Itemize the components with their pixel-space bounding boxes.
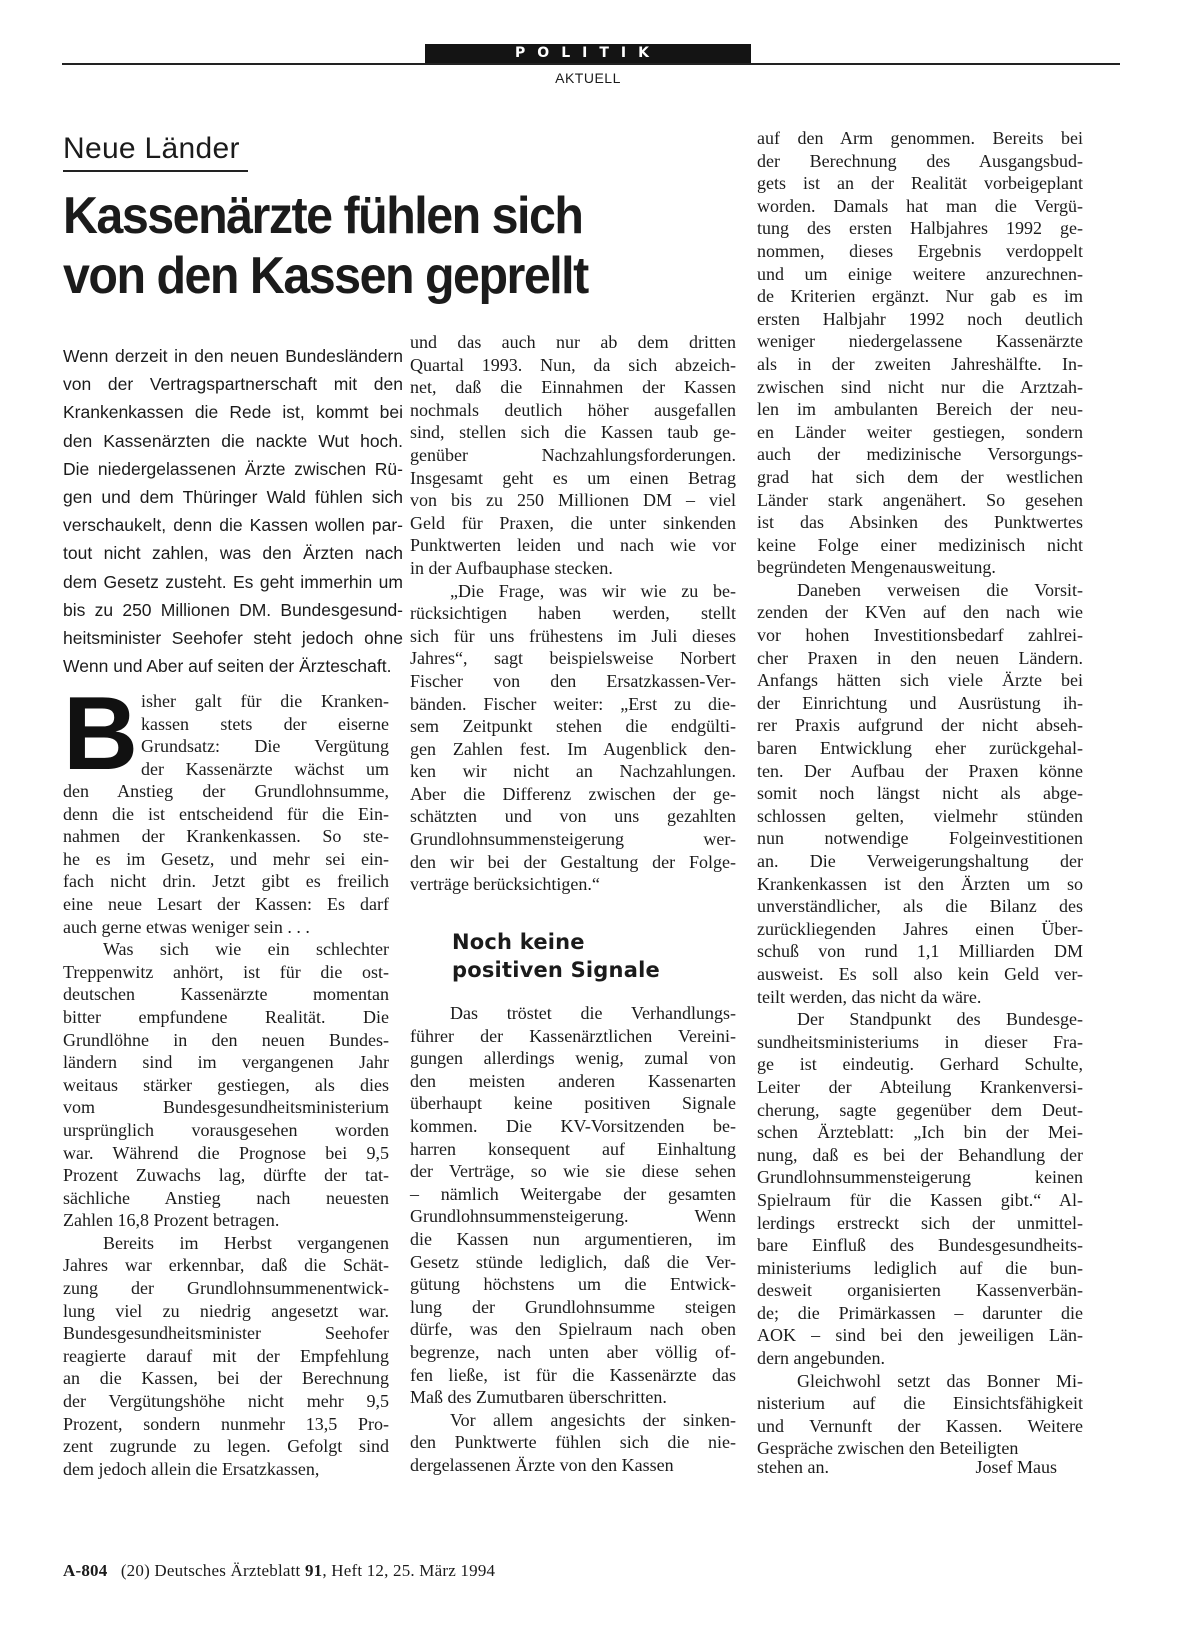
text-line: weniger niedergelassene Kassenärzte — [757, 331, 1083, 352]
text-line: sich für uns frühestens im Juli dieses — [410, 625, 736, 646]
text-line: auf den Arm genommen. Bereits bei — [757, 128, 1083, 148]
intro-line: tout nicht zahlen, was den Ärzten nach — [63, 543, 403, 564]
subheading — [452, 928, 660, 984]
text-line: in der Aufbauphase stecken. — [410, 557, 613, 578]
text-line: und das auch nur ab dem dritten — [410, 332, 736, 352]
text-line: überhaupt keine positiven Signale — [410, 1093, 736, 1114]
text-line: Gleichwohl setzt das Bonner Mi- — [797, 1370, 1083, 1391]
text-line: gungen allerdings wenig, zumal von — [410, 1048, 736, 1069]
text-line: cherung, sagte gegenüber dem Deut- — [757, 1099, 1083, 1120]
text-line: tung des ersten Halbjahres 1992 ge- — [757, 218, 1083, 239]
text-line: begrenze, nach unten aber völlig of- — [410, 1341, 736, 1362]
text-line: isher galt für die Kranken- — [141, 691, 389, 711]
text-line: und um einige weitere anzurechnen- — [757, 263, 1083, 284]
column-1 — [63, 780, 389, 1480]
text-line: der Berechnung des Ausgangsbud- — [757, 150, 1083, 171]
text-line: worden. Damals hat man die Vergü- — [757, 195, 1083, 216]
page-number: (20) — [120, 1561, 150, 1580]
text-line: die Kassen nun argumentieren, im — [410, 1228, 736, 1249]
text-line: dern angebunden. — [757, 1348, 885, 1369]
column-3-signoff — [757, 1456, 1083, 1479]
text-line: an. Die Verweigerungshaltung der — [757, 851, 1083, 871]
text-line: Krankenkassen ist den Ärzten um so — [757, 873, 1083, 894]
intro-line: verschaukelt, denn die Kassen wollen par- — [63, 515, 403, 536]
text-line: schen Ärzteblatt: „Ich bin der Mei- — [757, 1122, 1083, 1143]
text-line: Spielraum für die Kassen gibt.“ Al- — [757, 1189, 1083, 1210]
kicker-underline — [63, 170, 248, 172]
text-line: fen ließe, ist für die Kassenärzte das — [410, 1364, 736, 1385]
text-line: Gespräche zwischen den Beteiligten — [757, 1438, 1019, 1459]
text-line: desweit organisierten Kassenverbän- — [757, 1280, 1083, 1301]
text-line: nun notwendige Folgeinvestitionen — [757, 828, 1083, 849]
text-line: dürfe, was den Spielraum nach oben — [410, 1319, 736, 1340]
article-intro — [63, 342, 403, 680]
text-line: reagierte darauf mit der Empfehlung — [63, 1345, 389, 1366]
text-line: net, daß die Einnahmen der Kassen — [410, 377, 736, 398]
text-line: Länder stark angenähert. So gesehen — [757, 489, 1083, 510]
text-line: kassen stets der eiserne — [141, 713, 389, 734]
text-line: den Punktwerte fühlen sich die nie- — [410, 1432, 736, 1453]
text-line: Bundesgesundheitsminister Seehofer — [63, 1323, 389, 1344]
text-line: vom Bundesgesundheitsministerium — [63, 1097, 389, 1118]
text-line: sem Zeitpunkt stehen die endgülti- — [410, 716, 736, 737]
text-line: ministeriums lediglich auf die bun- — [757, 1257, 1083, 1278]
text-line: cher Praxen in den neuen Ländern. — [757, 647, 1083, 668]
text-line: genüber Nachzahlungsforderungen. — [410, 444, 736, 465]
text-line: Anfangs hätten sich viele Ärzte bei — [757, 670, 1083, 691]
text-line: gets ist an der Realität vorbeigeplant — [757, 173, 1083, 194]
drop-cap: B — [63, 676, 139, 792]
text-line: bänden. Fischer weiter: „Erst zu die- — [410, 693, 736, 714]
text-line: der Vergütungshöhe nicht mehr 9,5 — [63, 1391, 389, 1412]
text-line: der Kassenärzte wächst um — [141, 758, 389, 779]
text-line: Aber die Differenz zwischen der ge- — [410, 783, 736, 804]
text-line: der Verträge, so wie sie diese sehen — [410, 1161, 736, 1182]
text-line: lerdings erstreckt sich der unmittel- — [757, 1212, 1083, 1233]
text-line: Jahres war erkennbar, daß die Schät- — [63, 1255, 389, 1276]
text-line: AOK – sind bei den jeweiligen Län- — [757, 1325, 1083, 1346]
text-line: der Einrichtung und Ausrüstung ih- — [757, 692, 1083, 713]
text-line: ländern sind im vergangenen Jahr — [63, 1052, 389, 1073]
text-line: ersten Halbjahr 1992 noch deutlich — [757, 308, 1083, 329]
text-line: Das tröstet die Verhandlungs- — [450, 1003, 736, 1023]
text-line: Prozent, sondern nunmehr 13,5 Pro- — [63, 1413, 389, 1434]
text-line: de; die Primärkassen – darunter die — [757, 1302, 1083, 1323]
text-line: harren konsequent auf Einhaltung — [410, 1138, 736, 1159]
intro-line: bis zu 250 Millionen DM. Bundesgesund- — [63, 599, 403, 620]
intro-line: den Kassenärzten die nackte Wut hoch. — [63, 430, 403, 451]
intro-line: gen und dem Thüringer Wald fühlen sich — [63, 487, 403, 508]
page-footer — [63, 1561, 495, 1581]
text-line: teilt werden, das nicht da wäre. — [757, 986, 982, 1007]
headline-line: von den Kassen geprellt — [63, 247, 588, 305]
text-line: als in der zweiten Jahreshälfte. In- — [757, 353, 1083, 374]
journal-name: Deutsches Ärzteblatt — [154, 1561, 301, 1580]
article-kicker: Neue Länder — [63, 132, 240, 165]
section-label: POLITIK — [425, 44, 751, 63]
text-line: „Die Frage, was wir wie zu be- — [450, 580, 736, 601]
text-line: he es im Gesetz, und mehr sei ein- — [63, 848, 389, 869]
text-line: dergelassenen Ärzte von den Kassen — [410, 1454, 674, 1475]
text-line: ken wir nicht an Nachzahlungen. — [410, 761, 736, 782]
text-line: nommen, dieses Ergebnis verdoppelt — [757, 240, 1083, 261]
text-line: und Vernunft der Kassen. Weitere — [757, 1415, 1083, 1436]
text-line: gütung höchstens um die Entwick- — [410, 1274, 736, 1295]
subheading-line: positiven Signale — [452, 958, 660, 982]
text-line: den wir bei der Gestaltung der Folge- — [410, 851, 736, 872]
text-line: Maß des Zumutbaren überschritten. — [410, 1387, 667, 1408]
text-line: Grundsatz: Die Vergütung — [141, 736, 389, 757]
text-line: Daneben verweisen die Vorsit- — [797, 579, 1083, 600]
text-line: weitaus stärker gestiegen, als dies — [63, 1074, 389, 1095]
text-line: Grundlohnsummensteigerung. Wenn — [410, 1206, 736, 1227]
text-line: zwischen sind nicht nur die Arztzah- — [757, 376, 1083, 397]
text-line: lung viel zu niedrig angesetzt war. — [63, 1300, 389, 1321]
text-line: schuß von rund 1,1 Milliarden DM — [757, 941, 1083, 962]
intro-line: Wenn und Aber auf seiten der Ärzteschaft. — [63, 656, 392, 677]
text-line: rer Praxis aufgrund der nicht abseh- — [757, 715, 1083, 736]
intro-line: dem Gesetz zusteht. Es geht immerhin um — [63, 571, 403, 592]
closing-line: stehen an. — [757, 1457, 829, 1477]
text-line: Geld für Praxen, die unter sinkenden — [410, 512, 736, 533]
text-line: ausweist. Es soll also kein Geld ver- — [757, 963, 1083, 984]
text-line: somit noch längst nicht als abge- — [757, 783, 1083, 804]
text-line: Gesetz stünde lediglich, daß die Ver- — [410, 1251, 736, 1272]
text-line: ten. Der Aufbau der Praxen könne — [757, 760, 1083, 781]
text-line: nochmals deutlich höher ausgefallen — [410, 399, 736, 420]
text-line: Leiter der Abteilung Krankenversi- — [757, 1076, 1083, 1097]
text-line: eine neue Lesart der Kassen: Es darf — [63, 893, 389, 914]
text-line: führer der Kassenärztlichen Vereini- — [410, 1025, 736, 1046]
subheading-line: Noch keine — [452, 930, 585, 954]
text-line: deutschen Kassenärzte momentan — [63, 984, 389, 1005]
text-line: Bereits im Herbst vergangenen — [103, 1232, 389, 1253]
text-line: Quartal 1993. Nun, da sich abzeich- — [410, 354, 736, 375]
text-line: nung, daß es bei der Behandlung der — [757, 1144, 1083, 1165]
intro-line: Wenn derzeit in den neuen Bundesländern — [63, 346, 403, 366]
text-line: verträge berücksichtigen.“ — [410, 874, 600, 895]
page-code: A-804 — [63, 1561, 108, 1580]
intro-line: Krankenkassen die Rede ist, kommt bei — [63, 402, 403, 423]
text-line: baren Entwicklung eher zurückgehal- — [757, 738, 1083, 759]
text-line: Jahres“, sagt beispielsweise Norbert — [410, 648, 736, 669]
text-line: lung der Grundlohnsumme steigen — [410, 1296, 736, 1317]
text-line: kommen. Die KV-Vorsitzenden be- — [410, 1115, 736, 1136]
text-line: bitter empfundene Realität. Die — [63, 1006, 389, 1027]
text-line: sind, stellen sich die Kassen taub ge- — [410, 422, 736, 443]
text-line: sundheitsministeriums in dieser Fra- — [757, 1031, 1083, 1052]
intro-line: Die niedergelassenen Ärzte zwischen Rü- — [63, 458, 403, 479]
journal-issue: , Heft 12, 25. März 1994 — [322, 1561, 496, 1580]
headline-line: Kassenärzte fühlen sich — [63, 187, 583, 245]
text-line: Der Standpunkt des Bundesge- — [797, 1009, 1083, 1030]
text-line: keine Folge einer medizinisch nicht — [757, 534, 1083, 555]
text-line: schlossen gelten, vielmehr stünden — [757, 805, 1083, 826]
text-line: schätzten und von uns gezahlten — [410, 806, 736, 827]
text-line: grad hat sich dem der westlichen — [757, 466, 1083, 487]
column-2-top — [410, 331, 736, 896]
text-line: Was sich wie ein schlechter — [103, 939, 389, 960]
text-line: an die Kassen, bei der Berechnung — [63, 1368, 389, 1389]
text-line: ist das Absinken des Punktwertes — [757, 512, 1083, 533]
intro-line: von der Vertragspartnerschaft mit den — [63, 374, 403, 395]
text-line: unverständlicher, als die Bilanz des — [757, 896, 1083, 917]
text-line: fach nicht drin. Jetzt gibt es freilich — [63, 871, 389, 892]
text-line: von bis zu 250 Millionen DM – viel — [410, 490, 736, 511]
text-line: rücksichtigen haben werden, stellt — [410, 603, 736, 624]
text-line: auch der medizinische Versorgungs- — [757, 444, 1083, 465]
text-line: nisterium auf die Einsichtsfähigkeit — [757, 1393, 1083, 1414]
text-line: Grundlohnsummensteigerung keinen — [757, 1167, 1083, 1188]
subsection-label: AKTUELL — [555, 70, 621, 86]
text-line: auch gerne etwas weniger sein . . . — [63, 916, 310, 937]
article-headline — [63, 186, 733, 306]
column-2-bottom — [410, 1002, 736, 1476]
text-line: Prozent Zuwachs lag, dürfte der tat- — [63, 1165, 389, 1186]
text-line: nahmen der Krankenkassen. So ste- — [63, 826, 389, 847]
text-line: Vor allem angesichts der sinken- — [450, 1409, 736, 1430]
intro-line: heitsminister Seehofer steht jedoch ohne — [63, 628, 403, 649]
text-line: zent zugrunde zu legen. Gefolgt sind — [63, 1436, 389, 1457]
text-line: en Länder weiter gestiegen, sondern — [757, 421, 1083, 442]
text-line: de Kriterien ergänzt. Nur gab es im — [757, 286, 1083, 307]
text-line: zurückliegenden Jahres einen Über- — [757, 918, 1083, 939]
text-line: vor hohen Investitionsbedarf zahlrei- — [757, 625, 1083, 646]
text-line: Grundlohnsummensteigerung wer- — [410, 829, 736, 850]
text-line: dem jedoch allein die Ersatzkassen, — [63, 1458, 320, 1479]
text-line: – nämlich Weitergabe der gesamten — [410, 1183, 736, 1204]
text-line: denn die ist entscheidend für die Ein- — [63, 803, 389, 824]
text-line: Grundlöhne in den neuen Bundes- — [63, 1029, 389, 1050]
text-line: ursprünglich vorausgesehen worden — [63, 1119, 389, 1140]
header-rule — [62, 63, 1120, 65]
text-line: Fischer von den Ersatzkassen-Ver- — [410, 670, 736, 691]
text-line: den meisten anderen Kassenarten — [410, 1070, 736, 1091]
text-line: war. Während die Prognose bei 9,5 — [63, 1142, 389, 1163]
text-line: Insgesamt geht es um einen Betrag — [410, 467, 736, 488]
text-line: begründeten Mengenausweitung. — [757, 557, 996, 578]
text-line: Zahlen 16,8 Prozent betragen. — [63, 1210, 280, 1231]
text-line: den Anstieg der Grundlohnsumme, — [63, 781, 389, 801]
text-line: ge ist eindeutig. Gerhard Schulte, — [757, 1054, 1083, 1075]
text-line: Punktwerten leiden und nach wie vor — [410, 535, 736, 556]
author-name: Josef Maus — [975, 1457, 1057, 1477]
text-line: zenden der KVen auf den nach wie — [757, 602, 1083, 623]
text-line: bare Einfluß des Bundesgesundheits- — [757, 1235, 1083, 1256]
text-line: gen Zahlen fest. Im Augenblick den- — [410, 738, 736, 759]
column-3 — [757, 127, 1083, 1460]
text-line: len im ambulanten Bereich der neu- — [757, 399, 1083, 420]
journal-volume: 91 — [304, 1561, 323, 1580]
text-line: Treppenwitz anhört, ist für die ost- — [63, 961, 389, 982]
text-line: zung der Grundlohnsummenentwick- — [63, 1278, 389, 1299]
text-line: sächliche Anstieg nach neuesten — [63, 1187, 389, 1208]
